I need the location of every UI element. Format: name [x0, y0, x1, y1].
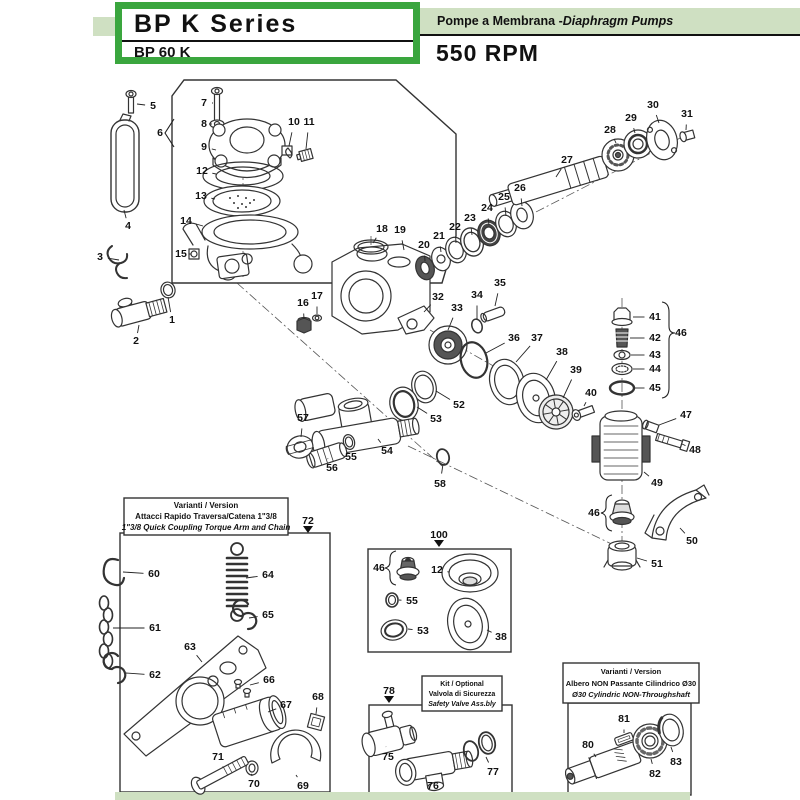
part-69-clamp	[271, 730, 321, 763]
leader-line-2	[138, 325, 140, 333]
part-55-kit-oring	[386, 593, 398, 607]
part-17-washer	[313, 315, 322, 321]
callout-37: 37	[531, 332, 543, 344]
variant-coupling-title-2: Attacci Rapido Traversa/Catena 1"3/8	[135, 512, 277, 521]
leader-line-47	[659, 419, 676, 425]
safety-kit-title-3: Safety Valve Ass.bly	[428, 701, 496, 708]
callout-54: 54	[381, 445, 393, 457]
variant-shaft-title-2: Albero NON Passante Cilindrico Ø30	[565, 679, 697, 688]
callout-62: 62	[149, 669, 161, 681]
part-3-clip	[108, 246, 128, 278]
callout-12: 12	[431, 564, 443, 576]
leader-line-10	[289, 132, 292, 146]
pointer-triangle-100	[434, 540, 444, 547]
part-16-nut	[297, 318, 311, 334]
leader-line-83	[671, 747, 673, 752]
callout-52: 52	[453, 399, 465, 411]
part-12-kit-diaphragm	[442, 554, 498, 592]
callout-67: 67	[280, 699, 292, 711]
safety-kit-title-2: Valvola di Sicurezza	[428, 691, 496, 698]
callout-71: 71	[212, 751, 224, 763]
callout-75: 75	[382, 751, 394, 763]
part-77-orings	[462, 730, 498, 762]
safety-kit-titlebox	[422, 676, 502, 711]
part-50-bracket	[645, 485, 709, 540]
callout-70: 70	[248, 778, 260, 790]
bracket-46-lower	[601, 495, 612, 531]
leader-line-66	[250, 683, 259, 685]
callout-47: 47	[680, 409, 692, 421]
callout-12: 12	[196, 165, 208, 177]
callout-48: 48	[689, 444, 701, 456]
part-60-hook	[104, 559, 124, 585]
callout-10: 10	[288, 116, 300, 128]
callout-25: 25	[498, 191, 510, 203]
leader-line-53	[408, 629, 413, 630]
callout-34: 34	[471, 289, 483, 301]
bracket-46-kit	[385, 551, 396, 585]
part-61-chain	[100, 596, 113, 668]
callout-50: 50	[686, 535, 698, 547]
callout-17: 17	[311, 290, 323, 302]
callout-69: 69	[297, 780, 309, 792]
callout-64: 64	[262, 569, 274, 581]
callout-16: 16	[297, 297, 309, 309]
subtitle-english: Diaphragm Pumps	[562, 14, 674, 28]
callout-44: 44	[649, 363, 661, 375]
leader-line-68	[316, 707, 317, 714]
subtitle-italian: Pompe a Membrana -	[437, 14, 563, 28]
callout-53: 53	[417, 625, 429, 637]
series-title: BP K Series	[122, 9, 413, 42]
rpm-label: 550 RPM	[436, 40, 539, 66]
variant-shaft-title-1: Varianti / Version	[600, 667, 662, 676]
variant-coupling-title-1: Varianti / Version	[173, 501, 239, 510]
callout-30: 30	[647, 99, 659, 111]
leader-line-4	[124, 210, 126, 218]
part-47-nut	[642, 420, 660, 434]
leader-line-52	[436, 391, 450, 400]
callout-36: 36	[508, 332, 520, 344]
callout-60: 60	[148, 568, 160, 580]
part-30-flange	[642, 117, 681, 163]
callout-33: 33	[451, 302, 463, 314]
part-68-key	[307, 713, 324, 730]
callout-15: 15	[175, 248, 187, 260]
callout-27: 27	[561, 154, 573, 166]
leader-line-38	[546, 361, 557, 380]
callout-14: 14	[180, 215, 192, 227]
pointer-triangle-72	[303, 526, 313, 533]
callout-23: 23	[464, 212, 476, 224]
leader-line-69	[296, 775, 297, 777]
part-38-kit-disc	[442, 594, 493, 654]
callout-49: 49	[651, 477, 663, 489]
variant-coupling-titlebox	[122, 498, 291, 535]
leader-line-37	[516, 346, 530, 362]
part-42-spring	[616, 329, 628, 347]
part-46-kit-valve	[397, 558, 419, 581]
callout-82: 82	[649, 768, 661, 780]
part-31-bolt	[679, 129, 695, 142]
part-43-washer	[614, 351, 630, 360]
part-5-screw	[126, 91, 136, 114]
leader-line-60	[123, 572, 144, 573]
part-35-pin	[480, 306, 506, 323]
callout-65: 65	[262, 609, 274, 621]
part-outlet-valve-body	[217, 252, 255, 279]
leader-line-50	[680, 528, 685, 533]
leader-line-39	[563, 380, 572, 399]
part-7-bolt	[212, 88, 223, 123]
variant-shaft-title-3: Ø30 Cylindric NON-Throughshaft	[572, 690, 690, 699]
callout-51: 51	[651, 558, 663, 570]
part-65-s-hook	[233, 600, 256, 629]
callout-2: 2	[133, 335, 139, 347]
callout-4: 4	[125, 220, 131, 232]
part-51-suction-fitting	[604, 541, 640, 570]
callout-26: 26	[514, 182, 526, 194]
series-model: BP 60 K	[134, 44, 191, 61]
callout-45: 45	[649, 382, 661, 394]
safety-kit-title-1: Kit / Optional	[440, 681, 484, 688]
callout-56: 56	[326, 462, 338, 474]
callout-100: 100	[430, 529, 448, 541]
callout-19: 19	[394, 224, 406, 236]
callout-38: 38	[495, 631, 507, 643]
callout-41: 41	[649, 311, 661, 323]
part-13-perforated-plate	[204, 186, 280, 216]
part-80-shaft	[563, 741, 642, 788]
callout-68: 68	[312, 691, 324, 703]
leader-line-5	[137, 104, 145, 105]
leader-line-70	[252, 774, 253, 776]
callout-32: 32	[432, 291, 444, 303]
leader-line-49	[644, 472, 649, 476]
callout-6: 6	[157, 127, 163, 139]
callout-39: 39	[570, 364, 582, 376]
callout-46: 46	[373, 562, 385, 574]
leader-line-53	[417, 407, 427, 413]
part-44-valve-ring	[612, 364, 632, 375]
part-9-head-cover	[209, 119, 292, 178]
part-46-valve-assembly	[610, 500, 634, 525]
leader-line-35	[495, 293, 498, 306]
bracket-46-column	[662, 302, 675, 398]
leader-line-63	[197, 655, 202, 662]
callout-40: 40	[585, 387, 597, 399]
callout-9: 9	[201, 141, 207, 153]
variant-coupling-title-3: 1"3/8 Quick Coupling Torque Arm and Chain	[121, 523, 291, 532]
leader-line-1	[168, 297, 171, 312]
leader-line-40	[584, 402, 586, 406]
callout-43: 43	[649, 349, 661, 361]
callout-3: 3	[97, 251, 103, 263]
callout-35: 35	[494, 277, 506, 289]
leader-line-77	[486, 757, 489, 763]
part-2-elbow-fitting	[108, 289, 168, 328]
leader-line-82	[651, 759, 652, 764]
callout-66: 66	[263, 674, 275, 686]
callout-29: 29	[625, 112, 637, 124]
callout-11: 11	[303, 116, 315, 128]
callout-63: 63	[184, 641, 196, 653]
callout-28: 28	[604, 124, 616, 136]
callout-42: 42	[649, 332, 661, 344]
part-64-spring	[227, 543, 247, 621]
part-27-shaft	[486, 155, 609, 212]
callout-31: 31	[681, 108, 693, 120]
callout-78: 78	[383, 685, 395, 697]
part-53-kit-ring	[379, 618, 409, 643]
callout-53: 53	[430, 413, 442, 425]
callout-46: 46	[675, 327, 687, 339]
leader-line-12	[212, 173, 216, 174]
part-11-plug	[296, 149, 313, 163]
leader-line-62	[126, 673, 145, 674]
callout-7: 7	[201, 97, 207, 109]
leader-line-51	[637, 558, 647, 561]
part-49-accumulator	[592, 411, 650, 480]
leader-line-36	[486, 343, 505, 353]
callout-18: 18	[376, 223, 388, 235]
part-40-bolt	[571, 404, 595, 422]
callout-8: 8	[201, 118, 207, 130]
callout-80: 80	[582, 739, 594, 751]
callout-57: 57	[297, 412, 309, 424]
callout-21: 21	[433, 230, 445, 242]
callout-20: 20	[418, 239, 430, 251]
callout-83: 83	[670, 756, 682, 768]
callout-61: 61	[149, 622, 161, 634]
callout-22: 22	[449, 221, 461, 233]
callout-55: 55	[345, 451, 357, 463]
callout-58: 58	[434, 478, 446, 490]
callout-1: 1	[169, 314, 175, 326]
part-62-s-hook	[104, 653, 125, 683]
callout-46: 46	[588, 507, 600, 519]
callout-38: 38	[556, 346, 568, 358]
callout-77: 77	[487, 766, 499, 778]
callout-76: 76	[427, 780, 439, 792]
leader-line-11	[306, 132, 308, 149]
variant-shaft-titlebox	[563, 663, 699, 703]
callout-5: 5	[150, 100, 156, 112]
callout-24: 24	[481, 202, 493, 214]
part-4-handle	[111, 114, 139, 212]
callout-55: 55	[406, 595, 418, 607]
callout-13: 13	[195, 190, 207, 202]
part-58-oring	[435, 448, 451, 467]
part-48-bolt	[655, 432, 689, 451]
part-41-nut	[612, 308, 632, 326]
callout-81: 81	[618, 713, 630, 725]
pointer-triangle-78	[384, 696, 394, 703]
callout-72: 72	[302, 515, 314, 527]
